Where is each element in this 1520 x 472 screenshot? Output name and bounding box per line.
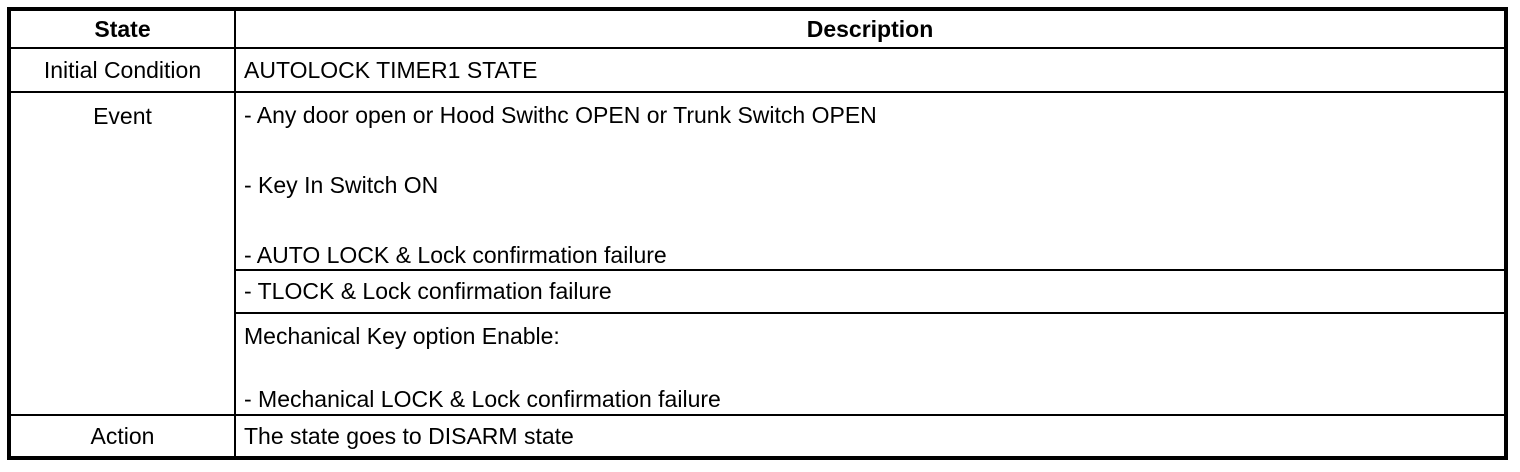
column-header-description: Description bbox=[235, 9, 1506, 48]
state-label-event: Event bbox=[9, 92, 235, 415]
event-description-subrow-1 bbox=[235, 92, 1506, 270]
table-row-initial-condition bbox=[9, 48, 1506, 92]
table-header-row bbox=[9, 9, 1506, 48]
event-line-tlock: - TLOCK & Lock confirmation failure bbox=[235, 270, 1506, 313]
initial-condition-description: AUTOLOCK TIMER1 STATE bbox=[235, 48, 1506, 92]
state-transition-table bbox=[7, 7, 1508, 460]
table-row-event bbox=[9, 92, 1506, 270]
event-line-mechanical-key-option: Mechanical Key option Enable: bbox=[244, 323, 560, 349]
column-header-state: State bbox=[9, 9, 235, 48]
table-row-action bbox=[9, 415, 1506, 458]
event-line-auto-lock: - AUTO LOCK & Lock confirmation failure bbox=[244, 242, 667, 268]
state-label-initial-condition: Initial Condition bbox=[9, 48, 235, 92]
action-description: The state goes to DISARM state bbox=[235, 415, 1506, 458]
state-label-action: Action bbox=[9, 415, 235, 458]
event-line-any-door-open: - Any door open or Hood Swithc OPEN or Trunk Switch OPEN bbox=[244, 102, 877, 128]
event-line-mechanical-lock: - Mechanical LOCK & Lock confirmation failure bbox=[244, 386, 721, 412]
event-description-subrow-3 bbox=[235, 313, 1506, 415]
event-line-key-in-switch: - Key In Switch ON bbox=[244, 172, 439, 198]
